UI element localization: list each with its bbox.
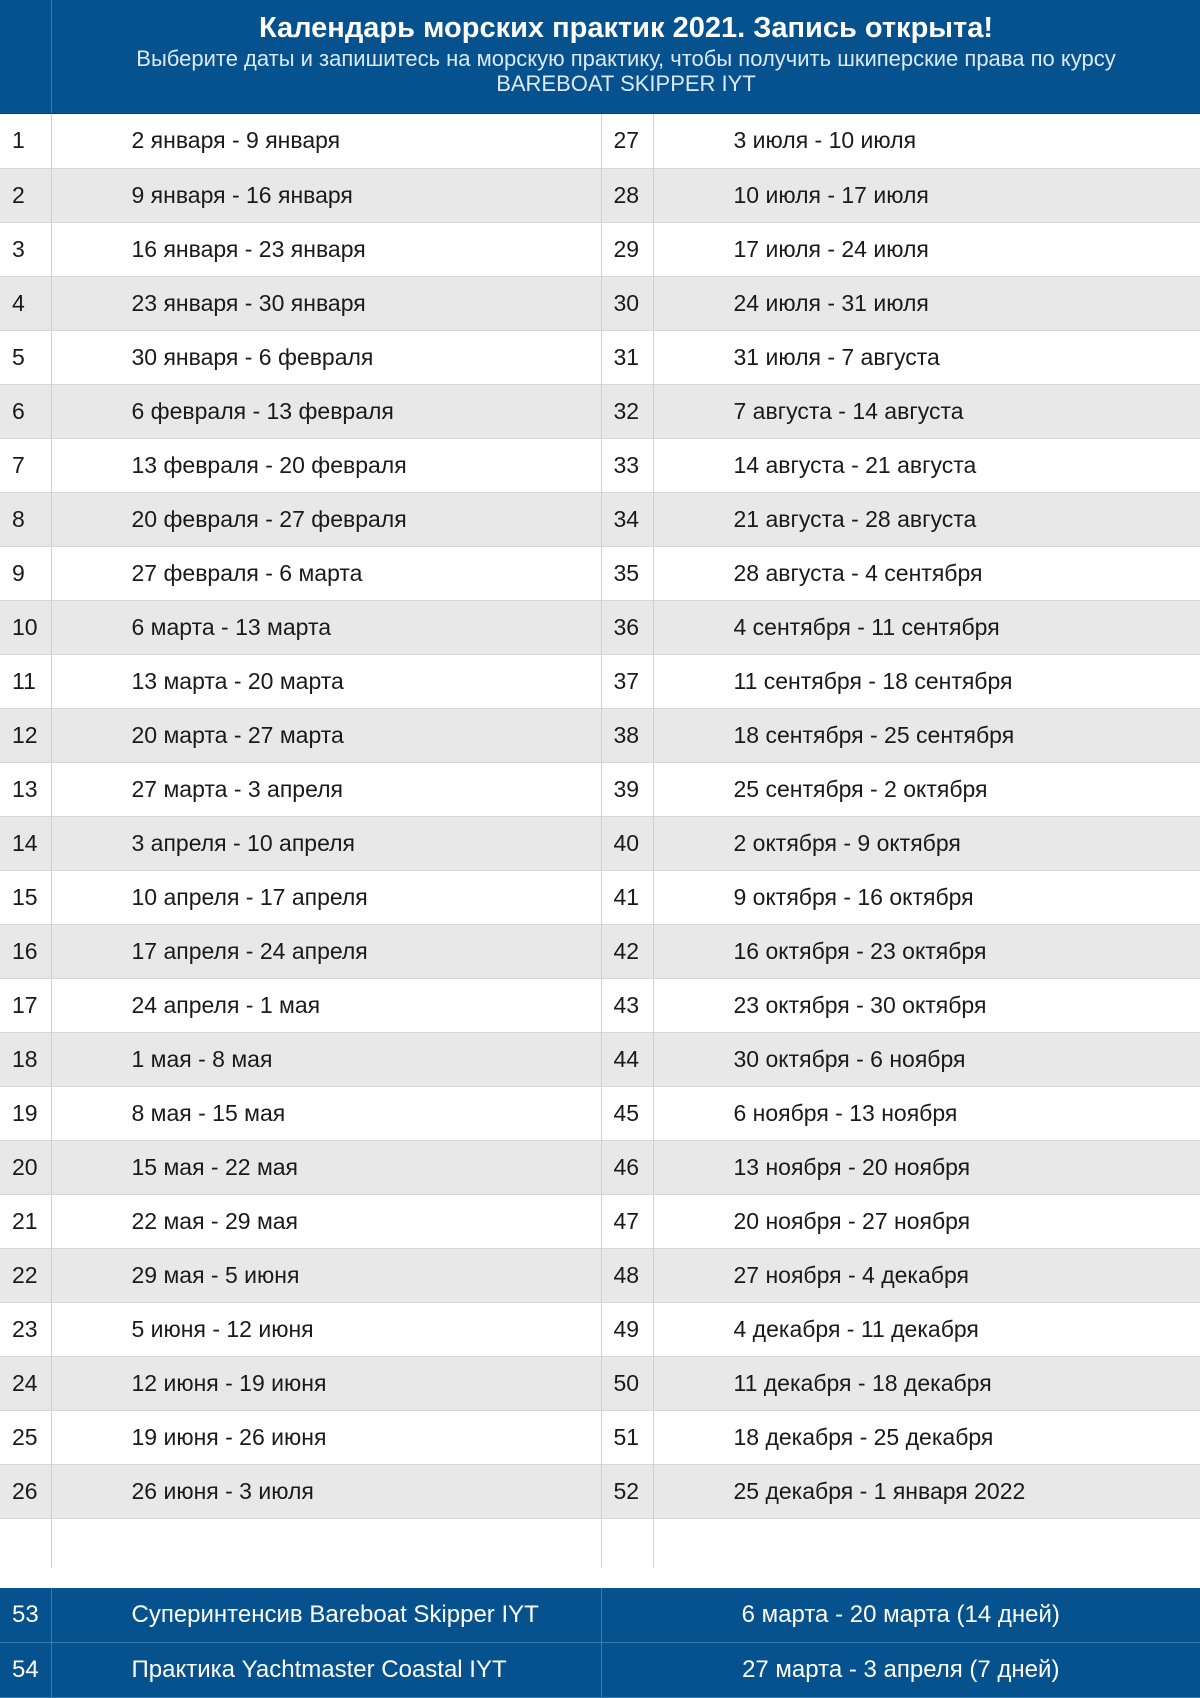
table-row bbox=[0, 438, 1200, 492]
week-dates: 20 ноября - 27 ноября bbox=[653, 1194, 1200, 1248]
week-number: 52 bbox=[601, 1464, 653, 1518]
week-number: 8 bbox=[0, 492, 51, 546]
week-dates: 9 октября - 16 октября bbox=[653, 870, 1200, 924]
week-number: 21 bbox=[0, 1194, 51, 1248]
table-row bbox=[0, 924, 1200, 978]
week-dates: 11 декабря - 18 декабря bbox=[653, 1356, 1200, 1410]
table-row bbox=[0, 168, 1200, 222]
schedule-table-body bbox=[0, 114, 1200, 1568]
week-number: 26 bbox=[0, 1464, 51, 1518]
week-number: 7 bbox=[0, 438, 51, 492]
empty-cell bbox=[601, 1518, 653, 1568]
week-number: 46 bbox=[601, 1140, 653, 1194]
week-number: 6 bbox=[0, 384, 51, 438]
week-number: 18 bbox=[0, 1032, 51, 1086]
week-number: 37 bbox=[601, 654, 653, 708]
week-dates: 28 августа - 4 сентября bbox=[653, 546, 1200, 600]
week-number: 14 bbox=[0, 816, 51, 870]
table-row bbox=[0, 708, 1200, 762]
week-dates: 4 декабря - 11 декабря bbox=[653, 1302, 1200, 1356]
week-dates: 11 сентября - 18 сентября bbox=[653, 654, 1200, 708]
week-dates: 25 сентября - 2 октября bbox=[653, 762, 1200, 816]
week-dates: 27 февраля - 6 марта bbox=[51, 546, 601, 600]
week-dates: 10 июля - 17 июля bbox=[653, 168, 1200, 222]
special-course-dates: 27 марта - 3 апреля (7 дней) bbox=[601, 1643, 1200, 1698]
week-number: 34 bbox=[601, 492, 653, 546]
table-row bbox=[0, 1248, 1200, 1302]
table-row bbox=[0, 1032, 1200, 1086]
week-number: 30 bbox=[601, 276, 653, 330]
week-dates: 30 января - 6 февраля bbox=[51, 330, 601, 384]
table-row bbox=[0, 654, 1200, 708]
week-number: 41 bbox=[601, 870, 653, 924]
special-courses-table bbox=[0, 1588, 1200, 1698]
week-dates: 13 марта - 20 марта bbox=[51, 654, 601, 708]
week-number: 40 bbox=[601, 816, 653, 870]
week-dates: 4 сентября - 11 сентября bbox=[653, 600, 1200, 654]
week-dates: 6 марта - 13 марта bbox=[51, 600, 601, 654]
week-dates: 29 мая - 5 июня bbox=[51, 1248, 601, 1302]
week-dates: 16 октября - 23 октября bbox=[653, 924, 1200, 978]
week-dates: 12 июня - 19 июня bbox=[51, 1356, 601, 1410]
week-number: 15 bbox=[0, 870, 51, 924]
header-lead-cell bbox=[0, 0, 52, 113]
spacer-row bbox=[0, 1518, 1200, 1568]
week-dates: 13 февраля - 20 февраля bbox=[51, 438, 601, 492]
week-dates: 30 октября - 6 ноября bbox=[653, 1032, 1200, 1086]
page-title: Календарь морских практик 2021. Запись открыта! bbox=[258, 12, 994, 44]
table-row bbox=[0, 870, 1200, 924]
table-row bbox=[0, 1302, 1200, 1356]
week-number: 44 bbox=[601, 1032, 653, 1086]
table-row bbox=[0, 1410, 1200, 1464]
week-number: 12 bbox=[0, 708, 51, 762]
week-number: 9 bbox=[0, 546, 51, 600]
week-number: 2 bbox=[0, 168, 51, 222]
week-dates: 9 января - 16 января bbox=[51, 168, 601, 222]
header-text bbox=[52, 0, 1200, 113]
week-number: 19 bbox=[0, 1086, 51, 1140]
week-dates: 6 ноября - 13 ноября bbox=[653, 1086, 1200, 1140]
week-dates: 26 июня - 3 июля bbox=[51, 1464, 601, 1518]
week-number: 22 bbox=[0, 1248, 51, 1302]
special-course-number: 53 bbox=[0, 1588, 51, 1643]
empty-cell bbox=[653, 1518, 1200, 1568]
week-number: 25 bbox=[0, 1410, 51, 1464]
table-row bbox=[0, 492, 1200, 546]
page-subtitle-line-1: Выберите даты и запишитесь на морскую практику, чтобы получить шкиперские права по курсу bbox=[136, 46, 1116, 71]
week-dates: 16 января - 23 января bbox=[51, 222, 601, 276]
week-number: 33 bbox=[601, 438, 653, 492]
week-dates: 3 апреля - 10 апреля bbox=[51, 816, 601, 870]
week-number: 13 bbox=[0, 762, 51, 816]
week-dates: 2 января - 9 января bbox=[51, 114, 601, 168]
week-number: 43 bbox=[601, 978, 653, 1032]
special-course-number: 54 bbox=[0, 1643, 51, 1698]
week-dates: 25 декабря - 1 января 2022 bbox=[653, 1464, 1200, 1518]
week-dates: 2 октября - 9 октября bbox=[653, 816, 1200, 870]
table-row bbox=[0, 276, 1200, 330]
table-row bbox=[0, 330, 1200, 384]
week-number: 28 bbox=[601, 168, 653, 222]
table-row bbox=[0, 546, 1200, 600]
table-row bbox=[0, 1086, 1200, 1140]
week-dates: 31 июля - 7 августа bbox=[653, 330, 1200, 384]
week-number: 11 bbox=[0, 654, 51, 708]
week-dates: 27 ноября - 4 декабря bbox=[653, 1248, 1200, 1302]
week-number: 42 bbox=[601, 924, 653, 978]
week-number: 48 bbox=[601, 1248, 653, 1302]
table-row bbox=[0, 600, 1200, 654]
special-course-dates: 6 марта - 20 марта (14 дней) bbox=[601, 1588, 1200, 1643]
table-row bbox=[0, 816, 1200, 870]
week-number: 4 bbox=[0, 276, 51, 330]
week-dates: 23 января - 30 января bbox=[51, 276, 601, 330]
week-number: 45 bbox=[601, 1086, 653, 1140]
week-number: 31 bbox=[601, 330, 653, 384]
week-dates: 10 апреля - 17 апреля bbox=[51, 870, 601, 924]
week-number: 36 bbox=[601, 600, 653, 654]
week-number: 49 bbox=[601, 1302, 653, 1356]
week-dates: 20 февраля - 27 февраля bbox=[51, 492, 601, 546]
page-subtitle-line-2: BAREBOAT SKIPPER IYT bbox=[496, 71, 756, 96]
week-dates: 15 мая - 22 мая bbox=[51, 1140, 601, 1194]
week-dates: 14 августа - 21 августа bbox=[653, 438, 1200, 492]
week-number: 17 bbox=[0, 978, 51, 1032]
week-dates: 22 мая - 29 мая bbox=[51, 1194, 601, 1248]
week-number: 27 bbox=[601, 114, 653, 168]
table-row bbox=[0, 762, 1200, 816]
week-dates: 17 апреля - 24 апреля bbox=[51, 924, 601, 978]
week-dates: 20 марта - 27 марта bbox=[51, 708, 601, 762]
week-dates: 23 октября - 30 октября bbox=[653, 978, 1200, 1032]
week-dates: 24 апреля - 1 мая bbox=[51, 978, 601, 1032]
week-dates: 5 июня - 12 июня bbox=[51, 1302, 601, 1356]
table-row bbox=[0, 1194, 1200, 1248]
week-dates: 7 августа - 14 августа bbox=[653, 384, 1200, 438]
week-number: 1 bbox=[0, 114, 51, 168]
special-course-row bbox=[0, 1588, 1200, 1643]
table-row bbox=[0, 1464, 1200, 1518]
week-number: 23 bbox=[0, 1302, 51, 1356]
week-number: 35 bbox=[601, 546, 653, 600]
week-number: 39 bbox=[601, 762, 653, 816]
week-dates: 1 мая - 8 мая bbox=[51, 1032, 601, 1086]
week-dates: 8 мая - 15 мая bbox=[51, 1086, 601, 1140]
week-dates: 27 марта - 3 апреля bbox=[51, 762, 601, 816]
week-number: 5 bbox=[0, 330, 51, 384]
week-number: 47 bbox=[601, 1194, 653, 1248]
week-dates: 17 июля - 24 июля bbox=[653, 222, 1200, 276]
special-course-name: Суперинтенсив Bareboat Skipper IYT bbox=[51, 1588, 601, 1643]
week-number: 10 bbox=[0, 600, 51, 654]
table-row bbox=[0, 1356, 1200, 1410]
week-dates: 21 августа - 28 августа bbox=[653, 492, 1200, 546]
week-number: 38 bbox=[601, 708, 653, 762]
table-row bbox=[0, 978, 1200, 1032]
empty-cell bbox=[0, 1518, 51, 1568]
week-dates: 18 сентября - 25 сентября bbox=[653, 708, 1200, 762]
week-number: 29 bbox=[601, 222, 653, 276]
table-row bbox=[0, 1140, 1200, 1194]
calendar-header bbox=[0, 0, 1200, 114]
table-row bbox=[0, 222, 1200, 276]
empty-cell bbox=[51, 1518, 601, 1568]
week-dates: 18 декабря - 25 декабря bbox=[653, 1410, 1200, 1464]
special-course-name: Практика Yachtmaster Coastal IYT bbox=[51, 1643, 601, 1698]
week-number: 20 bbox=[0, 1140, 51, 1194]
week-dates: 6 февраля - 13 февраля bbox=[51, 384, 601, 438]
week-dates: 24 июля - 31 июля bbox=[653, 276, 1200, 330]
week-dates: 3 июля - 10 июля bbox=[653, 114, 1200, 168]
week-number: 24 bbox=[0, 1356, 51, 1410]
week-number: 50 bbox=[601, 1356, 653, 1410]
week-number: 3 bbox=[0, 222, 51, 276]
week-dates: 13 ноября - 20 ноября bbox=[653, 1140, 1200, 1194]
week-number: 51 bbox=[601, 1410, 653, 1464]
table-row bbox=[0, 114, 1200, 168]
week-number: 16 bbox=[0, 924, 51, 978]
week-dates: 19 июня - 26 июня bbox=[51, 1410, 601, 1464]
table-row bbox=[0, 384, 1200, 438]
special-course-row bbox=[0, 1643, 1200, 1698]
schedule-table bbox=[0, 114, 1200, 1568]
week-number: 32 bbox=[601, 384, 653, 438]
